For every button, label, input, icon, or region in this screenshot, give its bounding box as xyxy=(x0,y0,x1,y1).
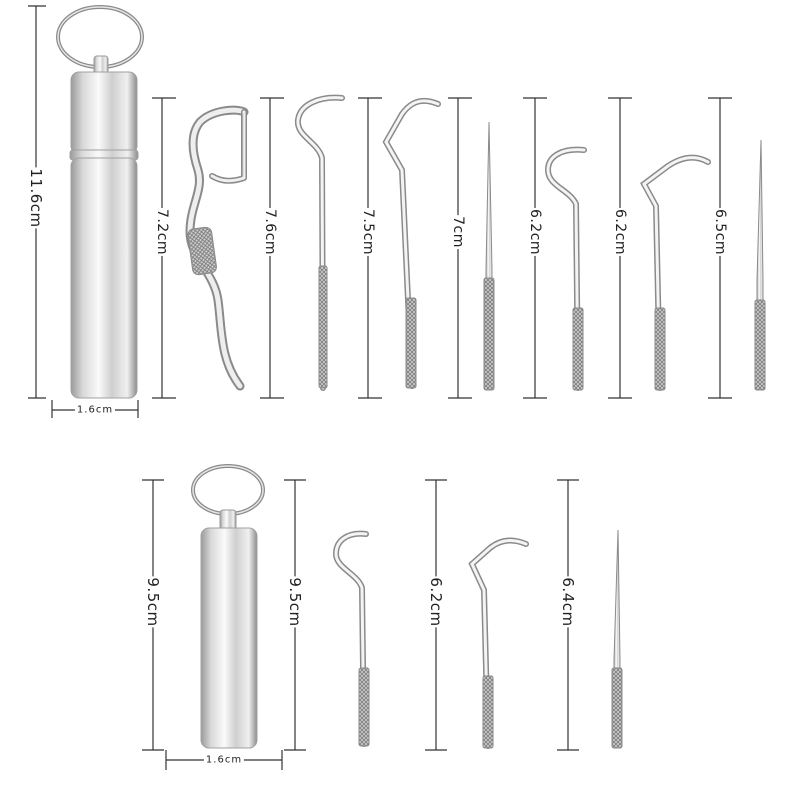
straight-pick xyxy=(484,122,494,390)
small-container-side-height-label: 9.5cm xyxy=(286,577,304,627)
small-angled-hook-pick-length-label: 6.2cm xyxy=(612,208,628,256)
container-height-label: 11.6cm xyxy=(27,168,45,228)
straight-pick-length-label: 7cm xyxy=(450,216,466,248)
bottom-hook-pick xyxy=(336,534,369,746)
small-hook-pick-length-label: 6.2cm xyxy=(527,208,543,256)
hook-pick xyxy=(298,98,342,388)
small-hook-pick xyxy=(548,150,584,390)
floss-pick xyxy=(187,110,244,386)
small-container xyxy=(193,466,263,748)
bottom-angled-hook-pick xyxy=(472,541,526,748)
angled-hook-pick xyxy=(386,101,438,388)
large-container xyxy=(58,7,142,398)
small-angled-hook-pick xyxy=(644,158,708,390)
container-width-label: 1.6cm xyxy=(76,404,114,416)
small-straight-pick-length-label: 6.5cm xyxy=(712,208,728,256)
bottom-hook-pick-length-label: 6.2cm xyxy=(427,577,445,627)
floss-pick-length-label: 7.2cm xyxy=(154,208,170,256)
small-straight-pick xyxy=(755,140,765,390)
hook-pick-length-label: 7.6cm xyxy=(262,208,278,256)
small-container-width-label: 1.6cm xyxy=(205,754,243,766)
bottom-straight-pick xyxy=(612,530,622,748)
small-container-height-label: 9.5cm xyxy=(144,577,162,627)
bottom-straight-pick-length-label: 6.4cm xyxy=(559,577,577,627)
angled-hook-pick-length-label: 7.5cm xyxy=(360,208,376,256)
